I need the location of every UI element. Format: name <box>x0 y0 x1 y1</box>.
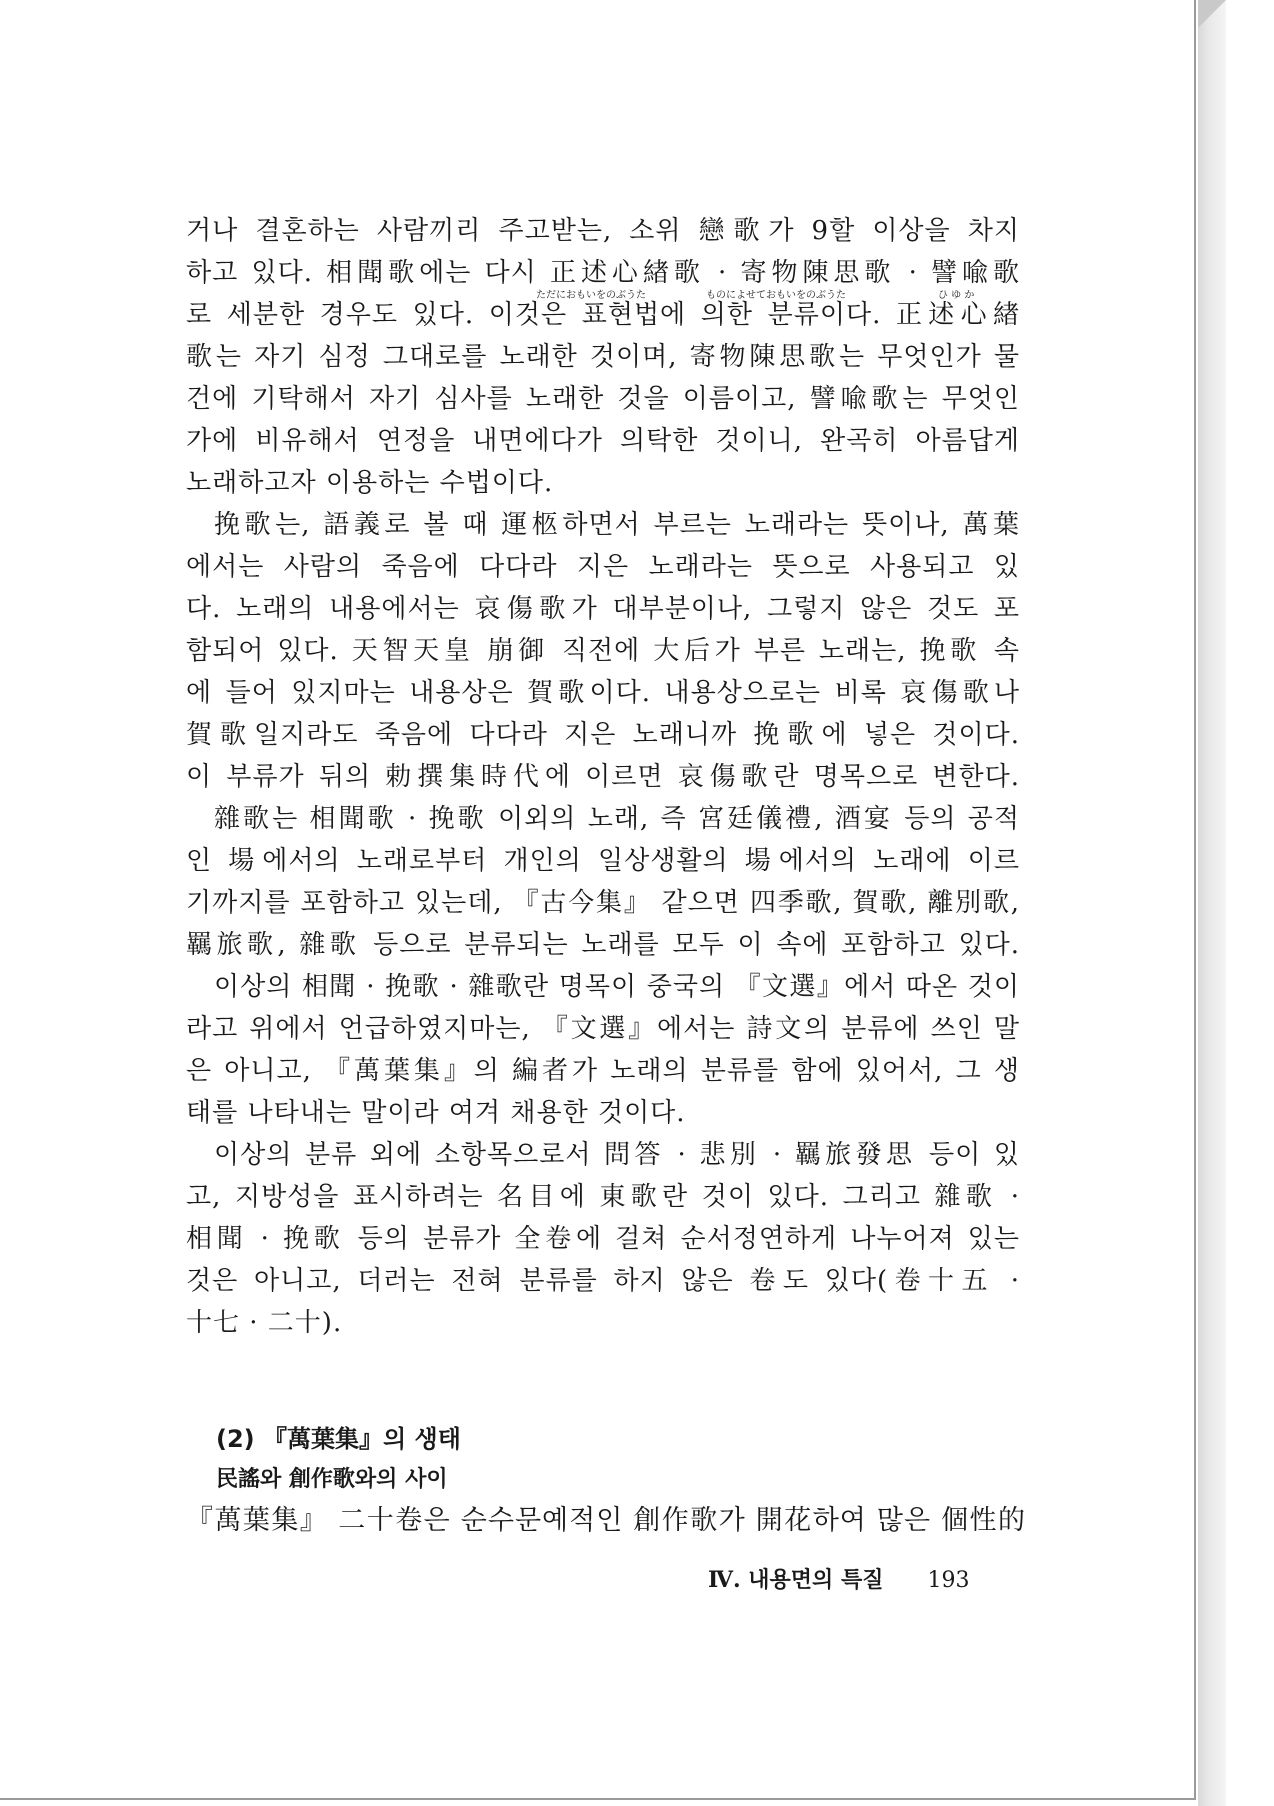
text-line: 건에 기탁해서 자기 심사를 노래한 것을 이름이고, 譬喩歌는 무엇인 <box>186 384 1020 414</box>
text-line: 賀歌일지라도 죽음에 다다라 지은 노래니까 挽歌에 넣은 것이다. <box>186 720 1020 750</box>
body-text <box>186 210 1020 1344</box>
section-subtitle: 民謠와 創作歌와의 사이 <box>216 1467 448 1492</box>
page-corner-fold <box>1198 0 1226 28</box>
text-line: 노래하고자 이용하는 수법이다. <box>186 468 554 498</box>
text-line: 歌는 자기 심정 그대로를 노래한 것이며, 寄物陳思歌는 무엇인가 물 <box>186 342 1020 372</box>
text-line: 고, 지방성을 표시하려는 名目에 東歌란 것이 있다. 그리고 雜歌 · <box>186 1182 1020 1212</box>
paragraph-start: 挽歌는, 語義로 볼 때 運柩하면서 부르는 노래라는 뜻이나, 萬葉 <box>214 510 1020 540</box>
chapter-label: Ⅳ. 내용면의 특질 <box>708 1567 884 1593</box>
text-line: 가에 비유해서 연정을 내면에다가 의탁한 것이니, 완곡히 아름답게 <box>186 426 1020 456</box>
furigana: ひ ゆ か <box>938 290 975 301</box>
text-line: 라고 위에서 언급하였지마는, 『文選』에서는 詩文의 분류에 쓰인 말 <box>186 1014 1020 1044</box>
page-edge-shadow <box>1198 0 1226 1806</box>
text-line: 기까지를 포함하고 있는데, 『古今集』 같으면 四季歌, 賀歌, 離別歌, <box>186 888 1020 918</box>
text-line: 거나 결혼하는 사람끼리 주고받는, 소위 戀歌가 9할 이상을 차지 <box>186 216 1020 246</box>
text-line: 로 세분한 경우도 있다. 이것은 표현법에 의한 분류이다. 正述心緖 <box>186 300 1020 330</box>
text-line: 태를 나타내는 말이라 여겨 채용한 것이다. <box>186 1098 686 1128</box>
furigana-line <box>186 290 1020 302</box>
page-number: 193 <box>927 1568 970 1593</box>
text-line: 十七 · 二十). <box>186 1308 343 1338</box>
text-line: 은 아니고, 『萬葉集』의 編者가 노래의 분류를 함에 있어서, 그 생 <box>186 1056 1020 1086</box>
text-line: 다. 노래의 내용에서는 哀傷歌가 대부분이나, 그렇지 않은 것도 포 <box>186 594 1020 624</box>
text-line: 에 들어 있지마는 내용상은 賀歌이다. 내용상으로는 비록 哀傷歌나 <box>186 678 1020 708</box>
text-line: 인 場에서의 노래로부터 개인의 일상생활의 場에서의 노래에 이르 <box>186 846 1020 876</box>
running-footer <box>708 1565 1008 1596</box>
text-line: 함되어 있다. 天智天皇 崩御 직전에 大后가 부른 노래는, 挽歌 속 <box>186 636 1020 666</box>
paragraph-start: 이상의 분류 외에 소항목으로서 問答 · 悲別 · 羈旅發思 등이 있 <box>214 1140 1020 1170</box>
text-line: 것은 아니고, 더러는 전혀 분류를 하지 않은 卷도 있다(卷十五 · <box>186 1266 1020 1296</box>
text-line: 相聞 · 挽歌 등의 분류가 全卷에 걸쳐 순서정연하게 나누어져 있는 <box>186 1224 1020 1254</box>
paragraph-start: 雜歌는 相聞歌 · 挽歌 이외의 노래, 즉 宮廷儀禮, 酒宴 등의 공적 <box>214 804 1020 834</box>
paragraph-start: 이상의 相聞 · 挽歌 · 雜歌란 명목이 중국의 『文選』에서 따온 것이 <box>214 972 1020 1002</box>
section-title: (2) 『萬葉集』의 생태 <box>216 1425 461 1453</box>
text-line: 羈旅歌, 雜歌 등으로 분류되는 노래를 모두 이 속에 포함하고 있다. <box>186 930 1020 960</box>
text-line: 에서는 사람의 죽음에 다다라 지은 노래라는 뜻으로 사용되고 있 <box>186 552 1020 582</box>
furigana: ただにおもいをのぶうた <box>536 290 646 301</box>
furigana: ものによせておもいをのぶうた <box>706 290 846 301</box>
text-line: 하고 있다. 相聞歌에는 다시 正述心緖歌 · 寄物陳思歌 · 譬喩歌 <box>186 258 1020 288</box>
section-heading-block <box>216 1418 1036 1500</box>
section-first-line: 『萬葉集』 二十卷은 순수문예적인 創作歌가 開花하여 많은 個性的 <box>186 1505 1026 1536</box>
text-line: 이 부류가 뒤의 勅撰集時代에 이르면 哀傷歌란 명목으로 변한다. <box>186 762 1020 792</box>
